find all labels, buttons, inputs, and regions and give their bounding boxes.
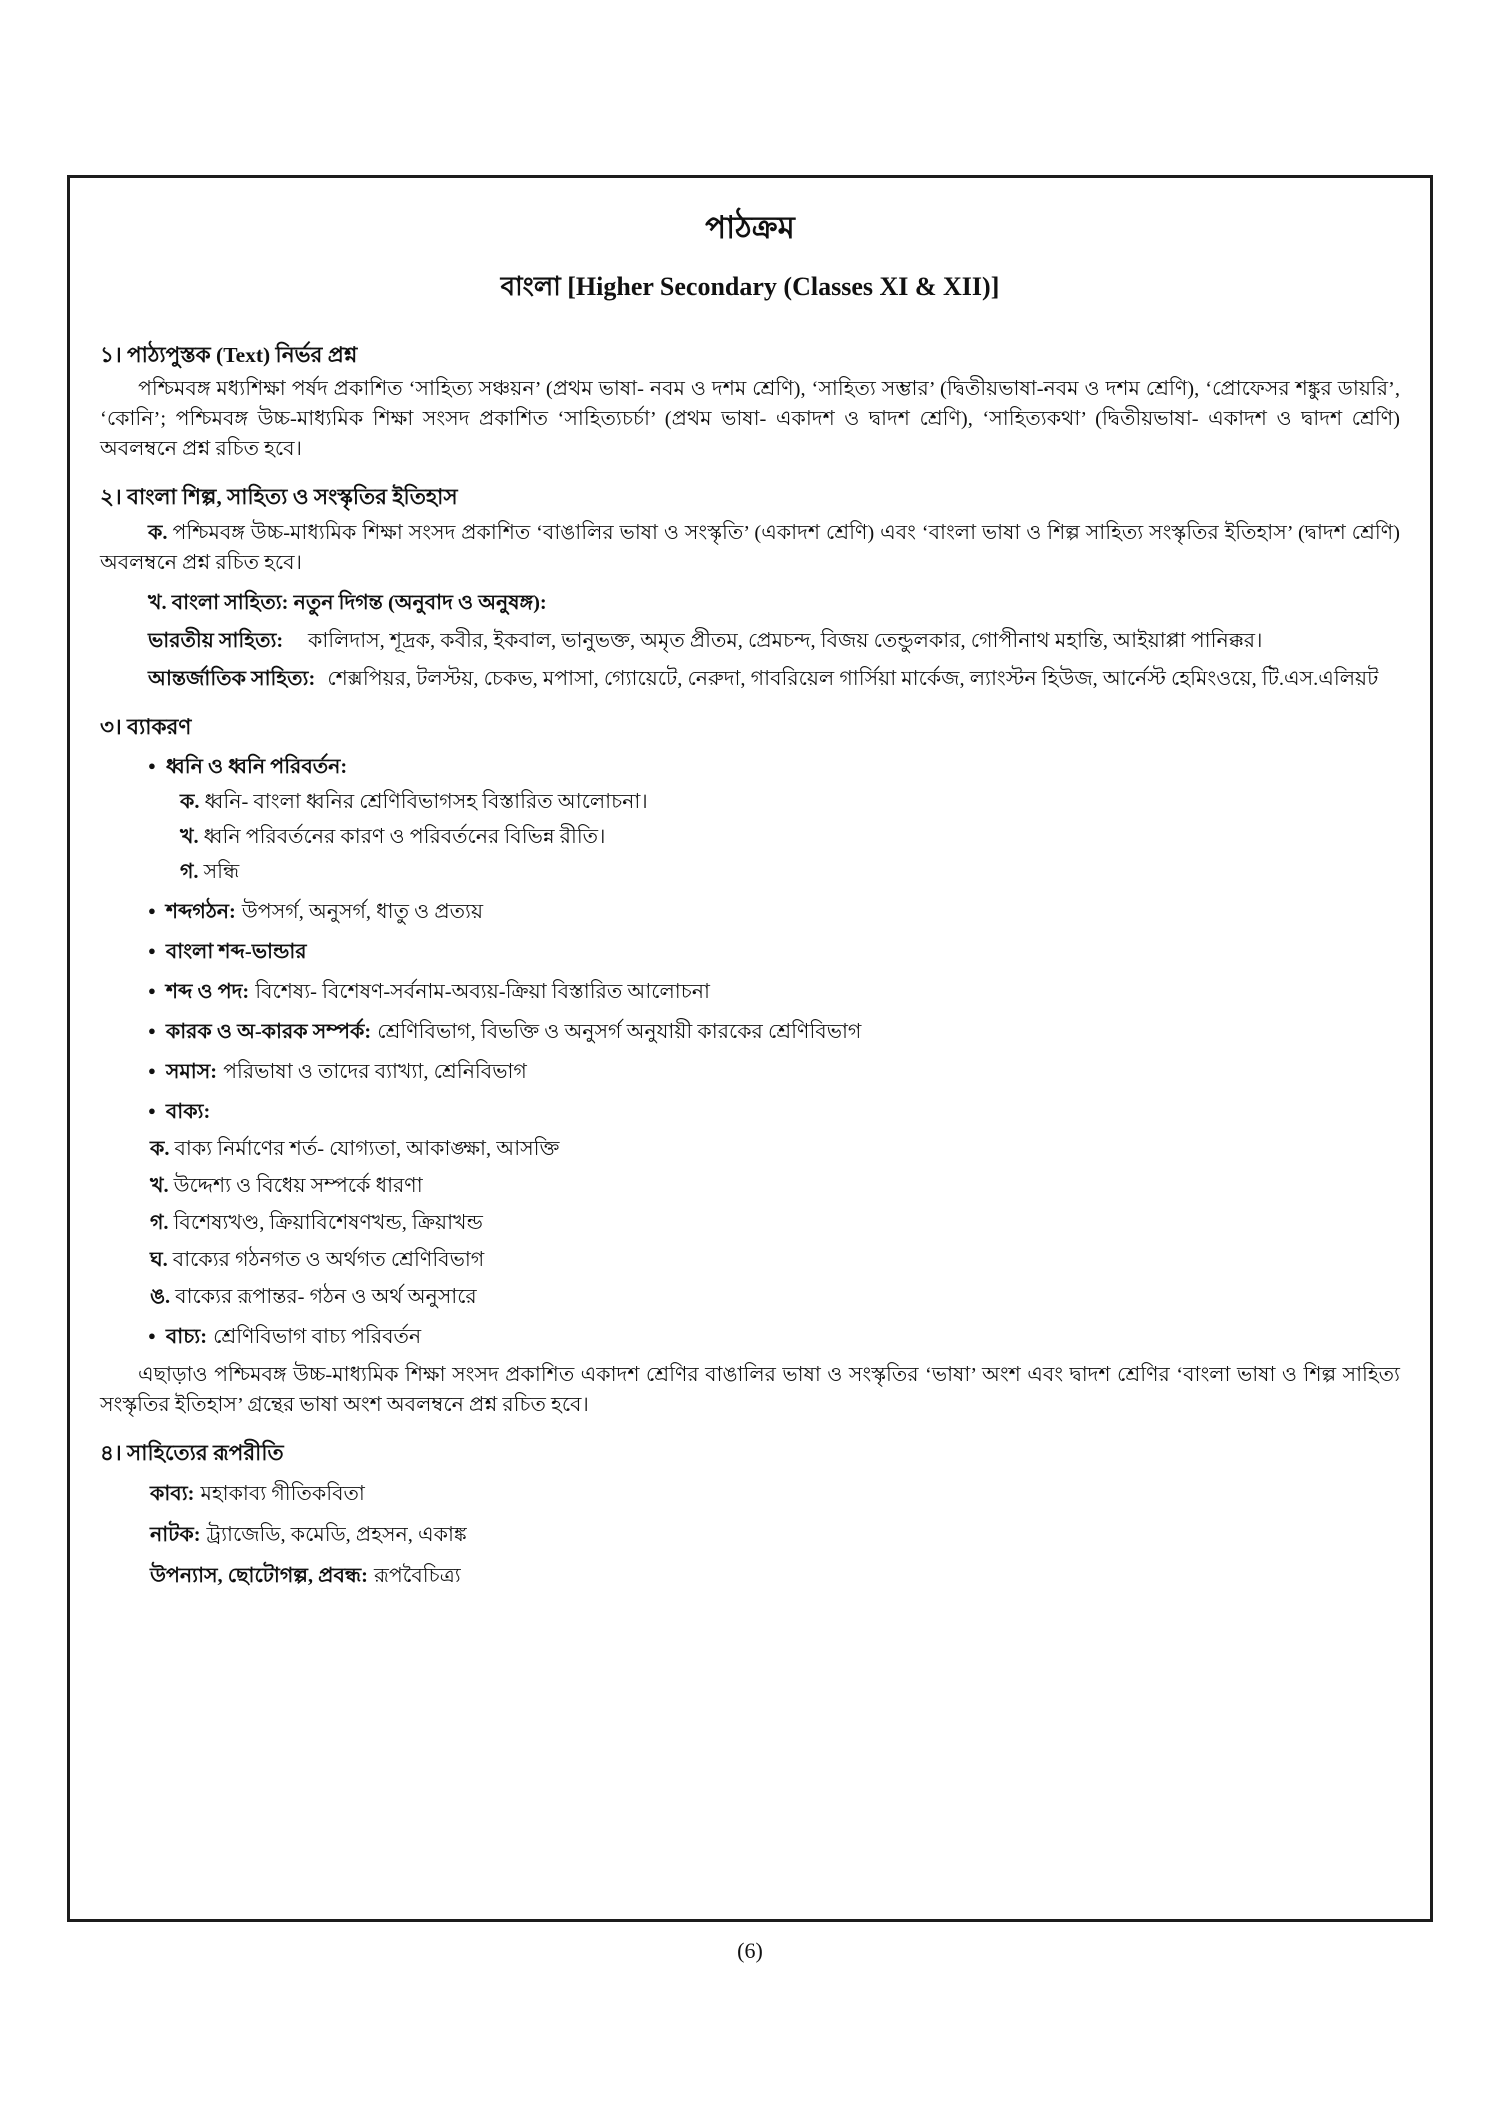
sub-item-marker: খ. bbox=[180, 826, 199, 848]
bullet-label: সমাস: bbox=[165, 1061, 218, 1083]
bullet-label: বাক্য: bbox=[165, 1101, 211, 1123]
sub-item-text: বাক্যের রূপান্তর- গঠন ও অর্থ অনুসারে bbox=[175, 1286, 477, 1308]
phonetics-sub-item bbox=[180, 822, 1400, 852]
section-3-heading: ৩। ব্যাকরণ bbox=[100, 715, 192, 739]
bullet-icon: ● bbox=[148, 943, 156, 958]
form-item-kabya bbox=[150, 1479, 1400, 1509]
section-2-item-kha-heading: খ. বাংলা সাহিত্য: নতুন দিগন্ত (অনুবাদ ও অনুষঙ্গ): bbox=[148, 592, 547, 614]
indian-literature-label: ভারতীয় সাহিত্য: bbox=[148, 630, 284, 652]
sub-item-text: সন্ধি bbox=[203, 861, 240, 883]
sentence-sub-item bbox=[150, 1245, 1400, 1275]
bullet-text: শ্রেণিবিভাগ, বিভক্তি ও অনুসর্গ অনুযায়ী কারকের শ্রেণিবিভাগ bbox=[377, 1021, 862, 1043]
sub-item-marker: ক. bbox=[180, 791, 200, 813]
form-item-upanyas bbox=[150, 1561, 1400, 1591]
bullet-label: শব্দ ও পদ: bbox=[165, 981, 250, 1003]
bullet-text: বিশেষ্য- বিশেষণ-সর্বনাম-অব্যয়-ক্রিয়া বিস্তারিত আলোচনা bbox=[255, 981, 710, 1003]
grammar-bullet-word-formation bbox=[148, 896, 1400, 927]
sub-item-marker: গ. bbox=[180, 861, 199, 883]
sub-item-marker: গ. bbox=[150, 1212, 169, 1234]
grammar-bullet-samas bbox=[148, 1056, 1400, 1087]
international-literature-text: শেক্সপিয়র, টলস্টয়, চেকভ, মপাসা, গ্যোয়েটে, নেরুদা, গাবরিয়েল গার্সিয়া মার্কেজ, ল্যাংস্টন হিউজ, আর্নেস্ট হেমিংওয়ে, টি.এস.এলিয়ট bbox=[327, 668, 1379, 690]
bullet-label: বাংলা শব্দ-ভান্ডার bbox=[165, 941, 307, 963]
item-ka-marker: ক. bbox=[148, 522, 168, 544]
form-item-text: মহাকাব্য গীতিকবিতা bbox=[200, 1483, 365, 1505]
sub-item-text: বাক্যের গঠনগত ও অর্থগত শ্রেণিবিভাগ bbox=[172, 1249, 485, 1271]
form-item-text: ট্র্যাজেডি, কমেডি, প্রহসন, একাঙ্ক bbox=[206, 1524, 467, 1546]
grammar-bullet-phonetics bbox=[148, 751, 1400, 782]
sub-item-marker: খ. bbox=[150, 1175, 169, 1197]
sub-item-marker: ঙ. bbox=[150, 1286, 171, 1308]
grammar-bullet-karak bbox=[148, 1016, 1400, 1047]
bullet-icon: ● bbox=[148, 903, 156, 918]
page-number: (6) bbox=[737, 1938, 763, 1963]
form-item-label: কাব্য: bbox=[150, 1483, 195, 1505]
indian-literature-text: কালিদাস, শূদ্রক, কবীর, ইকবাল, ভানুভক্ত, অমৃত প্রীতম, প্রেমচন্দ, বিজয় তেন্ডুলকার, গোপীনাথ মহান্তি, আইয়াপ্পা পানিক্কর। bbox=[308, 630, 1263, 652]
bullet-icon: ● bbox=[148, 1328, 156, 1343]
bullet-label: শব্দগঠন: bbox=[165, 901, 236, 923]
grammar-bullet-word-and-pada bbox=[148, 976, 1400, 1007]
section-2-item-ka bbox=[100, 518, 1400, 578]
form-item-label: উপন্যাস, ছোটোগল্প, প্রবন্ধ: bbox=[150, 1565, 368, 1587]
bullet-icon: ● bbox=[148, 758, 156, 773]
phonetics-sub-item bbox=[180, 787, 1400, 817]
subtitle-bengali: বাংলা bbox=[500, 272, 561, 301]
international-literature-label: আন্তর্জাতিক সাহিত্য: bbox=[148, 668, 316, 690]
item-ka-text: পশ্চিমবঙ্গ উচ্চ-মাধ্যমিক শিক্ষা সংসদ প্রকাশিত ‘বাঙালির ভাষা ও সংস্কৃতি’ (একাদশ শ্রেণি) এবং ‘বাংলা ভাষা ও শিল্প সাহিত্য সংস্কৃতির ইতিহাস’ (দ্বাদশ শ্রেণি) অবলম্বনে প্রশ্ন রচিত হবে। bbox=[100, 522, 1400, 574]
section-4-heading: ৪। সাহিত্যের রূপরীতি bbox=[100, 1441, 284, 1465]
bullet-icon: ● bbox=[148, 1103, 156, 1118]
grammar-bullet-voice bbox=[148, 1321, 1400, 1352]
sub-item-text: ধ্বনি- বাংলা ধ্বনির শ্রেণিবিভাগসহ বিস্তারিত আলোচনা। bbox=[204, 791, 648, 813]
indian-literature-row bbox=[148, 626, 1400, 656]
bullet-label: ধ্বনি ও ধ্বনি পরিবর্তন: bbox=[165, 756, 348, 778]
bullet-text: পরিভাষা ও তাদের ব্যাখ্যা, শ্রেনিবিভাগ bbox=[223, 1061, 527, 1083]
doc-title: পাঠক্রম bbox=[705, 210, 795, 245]
grammar-bullet-vocabulary bbox=[148, 936, 1400, 967]
sentence-sub-item bbox=[150, 1208, 1400, 1238]
sentence-sub-item bbox=[150, 1134, 1400, 1164]
section-1-heading: ১। পাঠ্যপুস্তক (Text) নির্ভর প্রশ্ন bbox=[100, 343, 358, 367]
bullet-icon: ● bbox=[148, 983, 156, 998]
grammar-bullet-sentence bbox=[148, 1096, 1400, 1127]
sub-item-text: বিশেষ্যখণ্ড, ক্রিয়াবিশেষণখন্ড, ক্রিয়াখন্ড bbox=[173, 1212, 483, 1234]
content-frame bbox=[67, 175, 1433, 1922]
phonetics-sub-item bbox=[180, 857, 1400, 887]
sub-item-text: বাক্য নির্মাণের শর্ত- যোগ্যতা, আকাঙ্ক্ষা, আসক্তি bbox=[174, 1138, 560, 1160]
form-item-text: রূপবৈচিত্র্য bbox=[373, 1565, 461, 1587]
bullet-label: বাচ্য: bbox=[165, 1326, 208, 1348]
sentence-sub-item bbox=[150, 1171, 1400, 1201]
subtitle-english: [Higher Secondary (Classes XI & XII)] bbox=[567, 272, 1000, 301]
bullet-icon: ● bbox=[148, 1023, 156, 1038]
sub-item-marker: ক. bbox=[150, 1138, 170, 1160]
section-3-closing-paragraph: এছাড়াও পশ্চিমবঙ্গ উচ্চ-মাধ্যমিক শিক্ষা সংসদ প্রকাশিত একাদশ শ্রেণির বাঙালির ভাষা ও সংস্কৃতির ‘ভাষা’ অংশ এবং দ্বাদশ শ্রেণির ‘বাংলা ভাষা ও শিল্প সাহিত্য সংস্কৃতির ইতিহাস’ গ্রন্থের ভাষা অংশ অবলম্বনে প্রশ্ন রচিত হবে। bbox=[100, 1364, 1400, 1416]
form-item-label: নাটক: bbox=[150, 1524, 201, 1546]
sub-item-marker: ঘ. bbox=[150, 1249, 168, 1271]
section-2-heading: ২। বাংলা শিল্প, সাহিত্য ও সংস্কৃতির ইতিহাস bbox=[100, 485, 458, 509]
sentence-sub-item bbox=[150, 1282, 1400, 1312]
section-1-paragraph: পশ্চিমবঙ্গ মধ্যশিক্ষা পর্ষদ প্রকাশিত ‘সাহিত্য সঞ্চয়ন’ (প্রথম ভাষা- নবম ও দশম শ্রেণি), ‘সাহিত্য সম্ভার’ (দ্বিতীয়ভাষা-নবম ও দশম শ্রেণি), ‘প্রোফেসর শঙ্কুর ডায়রি’, ‘কোনি’; পশ্চিমবঙ্গ উচ্চ-মাধ্যমিক শিক্ষা সংসদ প্রকাশিত ‘সাহিত্যচর্চা’ (প্রথম ভাষা- একাদশ ও দ্বাদশ শ্রেণি), ‘সাহিত্যকথা’ (দ্বিতীয়ভাষা- একাদশ ও দ্বাদশ শ্রেণি) অবলম্বনে প্রশ্ন রচিত হবে। bbox=[100, 378, 1400, 460]
international-literature-row bbox=[148, 664, 1400, 694]
bullet-icon: ● bbox=[148, 1063, 156, 1078]
form-item-natok bbox=[150, 1520, 1400, 1550]
sub-item-text: উদ্দেশ্য ও বিধেয় সম্পর্কে ধারণা bbox=[173, 1175, 423, 1197]
doc-subtitle bbox=[100, 266, 1400, 310]
bullet-text: শ্রেণিবিভাগ বাচ্য পরিবর্তন bbox=[213, 1326, 422, 1348]
bullet-label: কারক ও অ-কারক সম্পর্ক: bbox=[165, 1021, 372, 1043]
bullet-text: উপসর্গ, অনুসর্গ, ধাতু ও প্রত্যয় bbox=[241, 901, 484, 923]
sub-item-text: ধ্বনি পরিবর্তনের কারণ ও পরিবর্তনের বিভিন্ন রীতি। bbox=[203, 826, 606, 848]
